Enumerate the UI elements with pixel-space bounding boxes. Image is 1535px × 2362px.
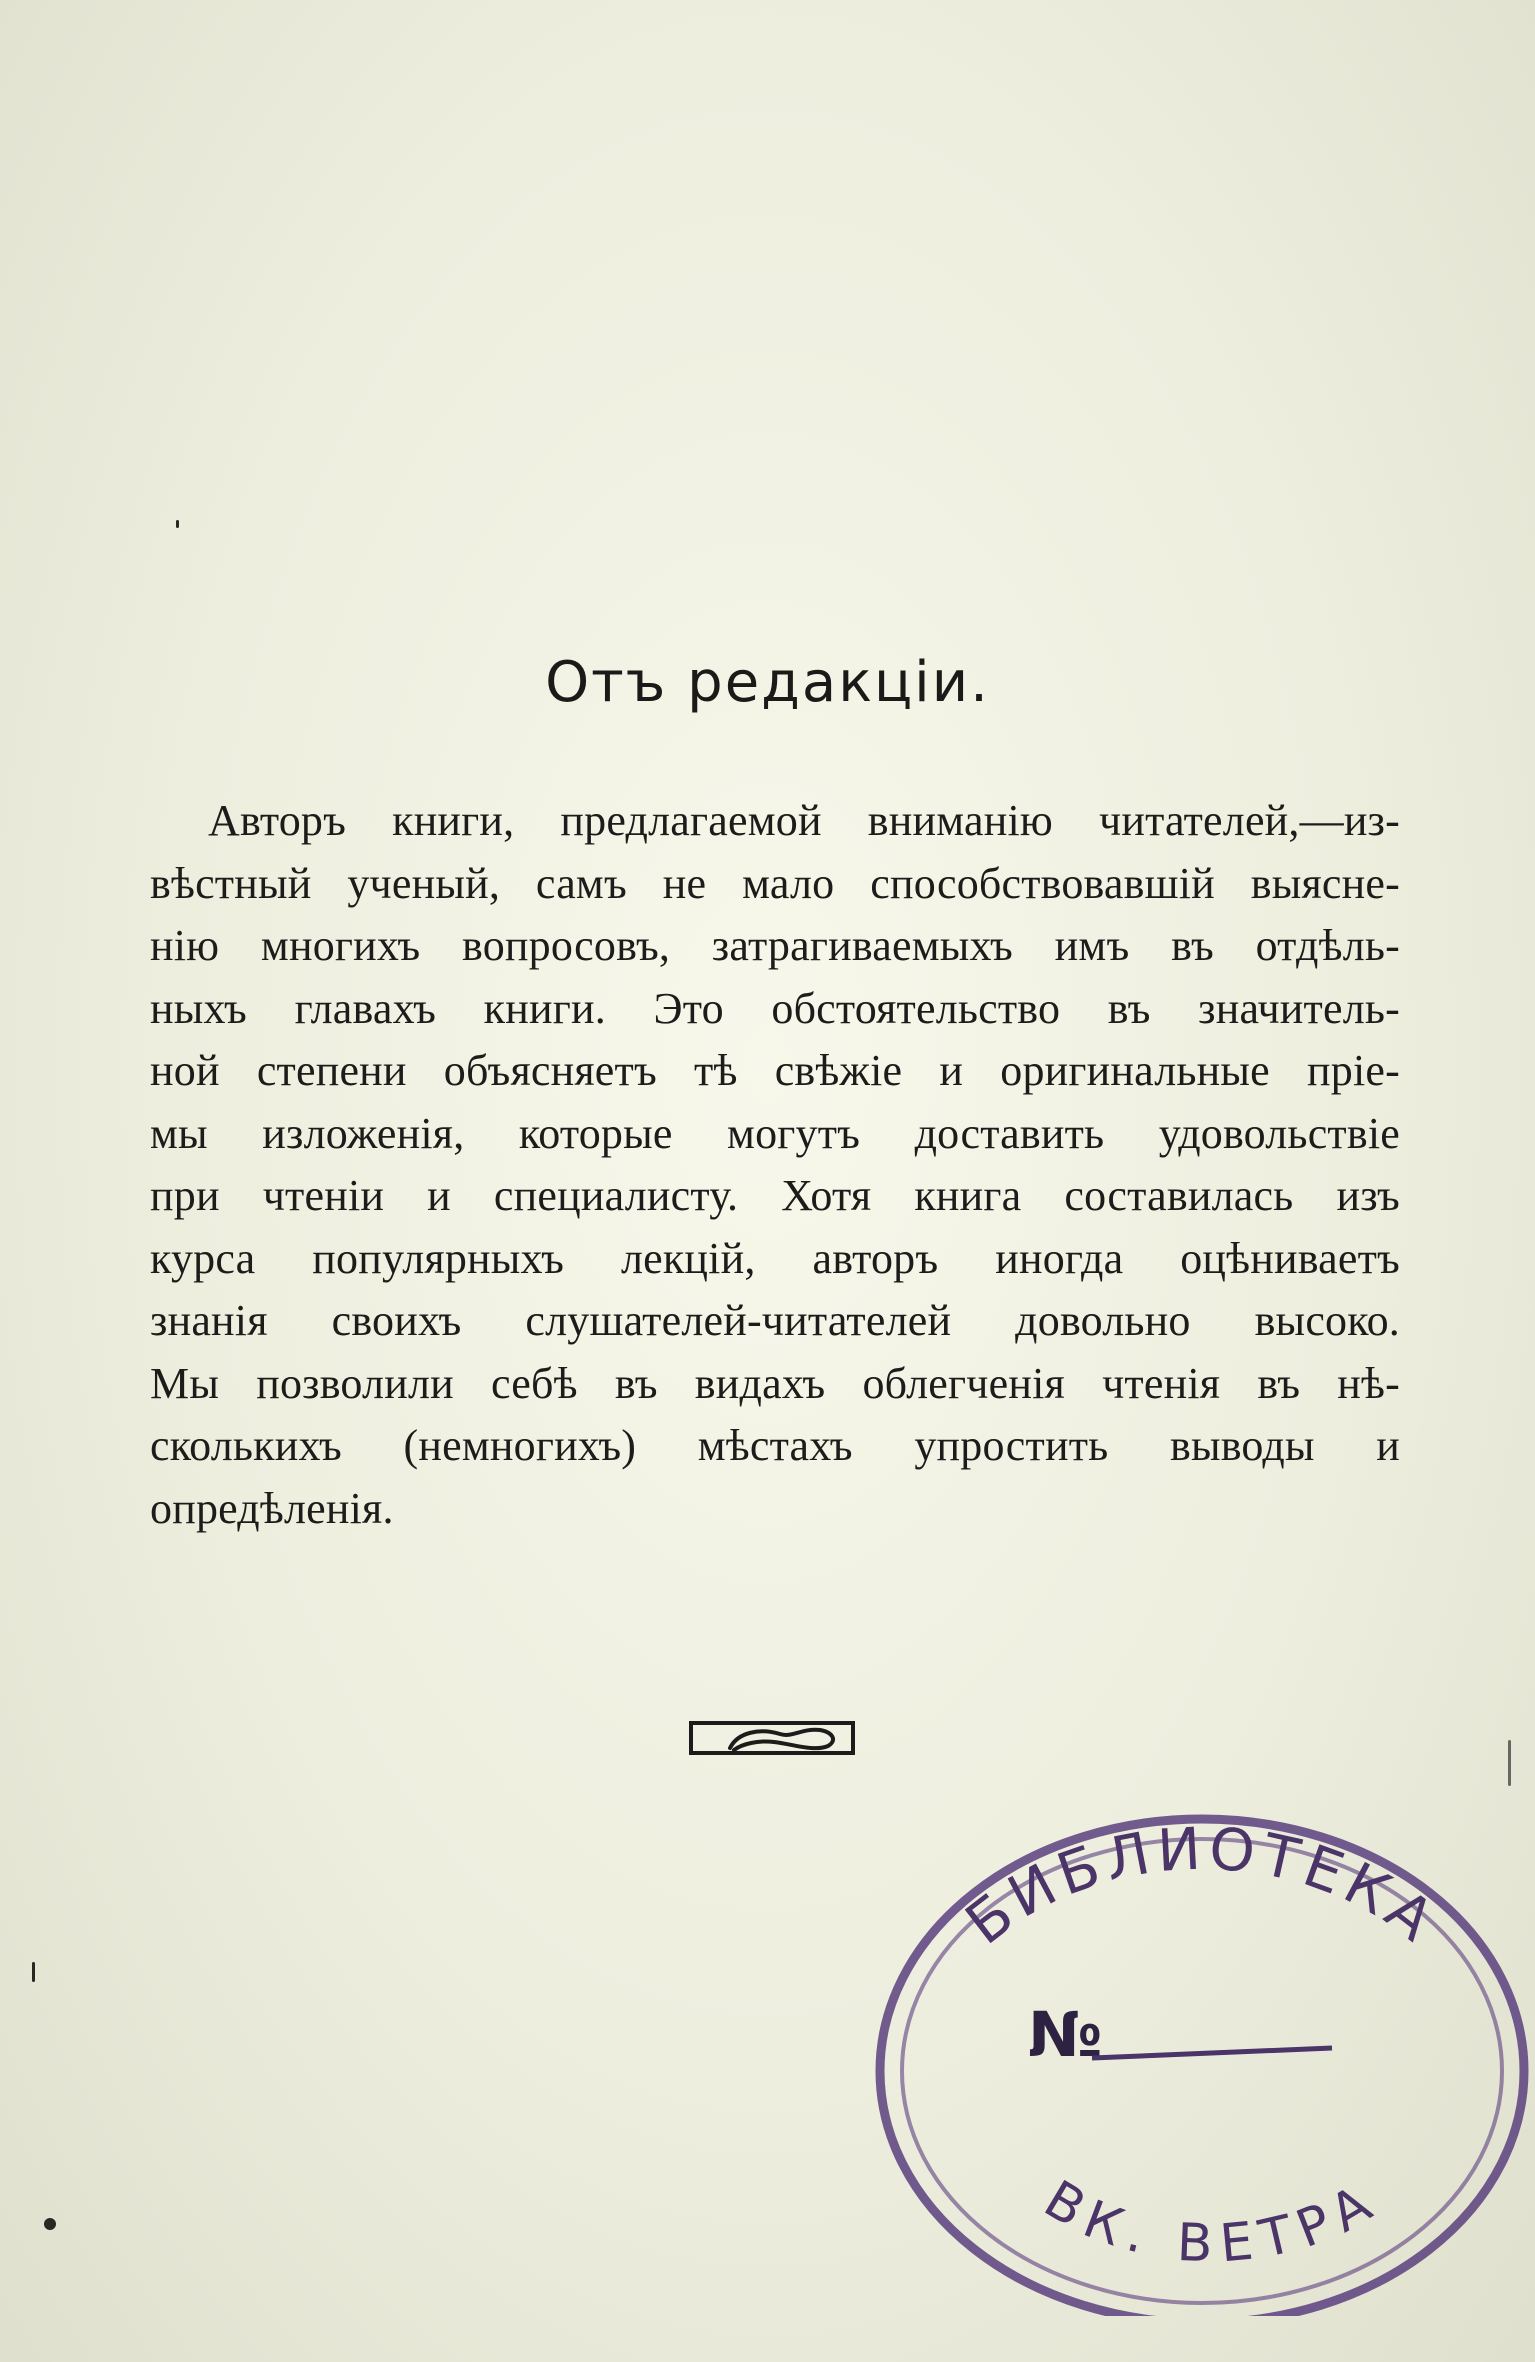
ink-speck	[1508, 1740, 1511, 1786]
stamp-number-label: №	[1028, 1998, 1103, 2071]
library-stamp	[862, 1796, 1535, 2316]
paragraph-line: опредѣленiя.	[150, 1483, 394, 1533]
editorial-paragraph	[150, 790, 1400, 1540]
ornament-divider-icon	[688, 1718, 856, 1758]
paragraph-line: сколькихъ (немногихъ) мѣстахъ упростить выводы и	[150, 1421, 1400, 1470]
paragraph-line: мы изложенiя, которые могутъ доставить удовольствiе	[150, 1108, 1400, 1158]
paragraph-line: нiю многихъ вопросовъ, затрагиваемыхъ имъ въ отдѣль-	[150, 921, 1400, 970]
svg-text:БИБЛИОТЕКА	[953, 1814, 1451, 1957]
paragraph-line: вѣстный ученый, самъ не мало способствовавшiй выясне-	[150, 858, 1400, 908]
paragraph-line: Мы позволили себѣ въ видахъ облегченiя чтенiя въ нѣ-	[150, 1358, 1400, 1408]
ink-speck	[44, 2218, 56, 2230]
paragraph-line: ной степени объясняетъ тѣ свѣжiе и оригинальные прiе-	[150, 1046, 1400, 1095]
stamp-bottom-text: ВК. ВЕТРА	[1033, 2169, 1391, 2275]
paragraph-line: ныхъ главахъ книги. Это обстоятельство въ значитель-	[150, 983, 1400, 1033]
paragraph-line: при чтенiи и специалисту. Хотя книга составилась изъ	[150, 1171, 1400, 1220]
svg-text:ВК. ВЕТРА	[1034, 2169, 1390, 2274]
paragraph-line: Авторъ книги, предлагаемой вниманiю читателей,—из-	[208, 796, 1400, 845]
stamp-number-blank	[1092, 2048, 1332, 2058]
paragraph-line: курса популярныхъ лекцiй, авторъ иногда оцѣниваетъ	[150, 1233, 1400, 1283]
ink-speck	[176, 520, 179, 528]
paragraph-line: знанiя своихъ слушателей-читателей довольно высоко.	[150, 1296, 1400, 1345]
stamp-top-text: БИБЛИОТЕКА	[953, 1814, 1451, 1958]
page-heading: Отъ редакцiи.	[545, 650, 990, 715]
ink-speck	[32, 1962, 35, 1982]
